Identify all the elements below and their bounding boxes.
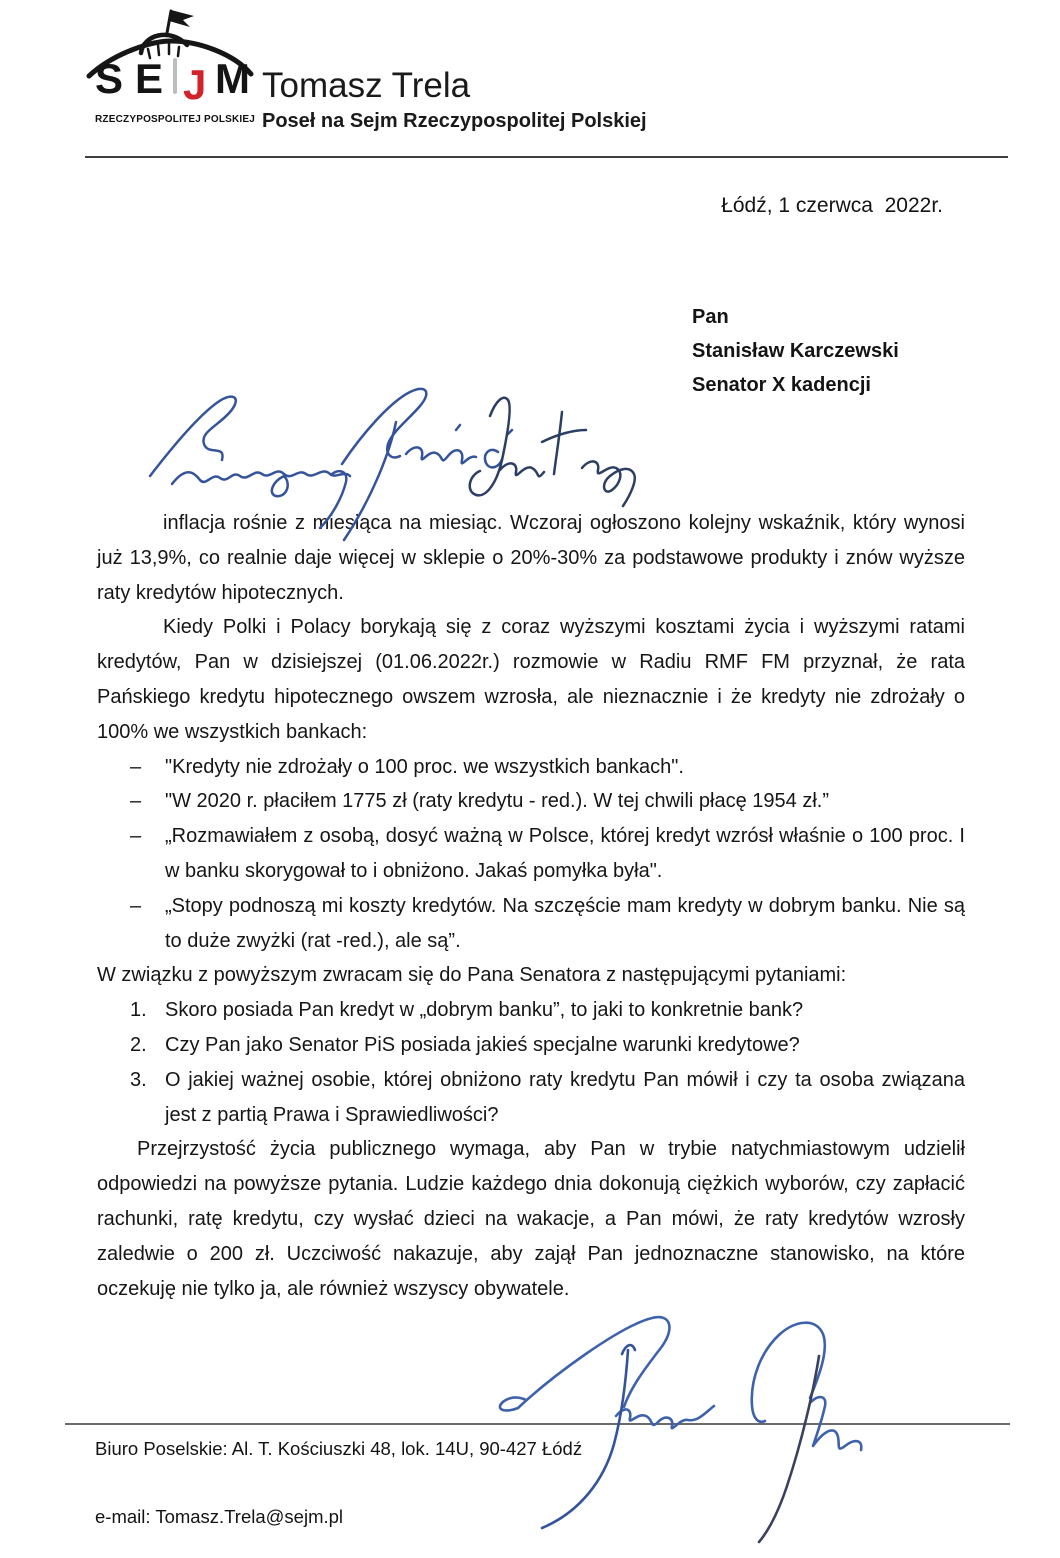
logo-letter-s: S	[95, 55, 124, 102]
question-text: O jakiej ważnej osobie, której obniżono raty kredytu Pan mówił i czy ta osoba związana jest z partią Prawa i Sprawiedliwości?	[165, 1068, 965, 1126]
bullet-text: "Kredyty nie zdrożały o 100 proc. we wszystkich bankach".	[165, 755, 684, 778]
bullet-marker: –	[130, 825, 142, 848]
quote-bullet-list	[97, 750, 965, 959]
bullet-item	[97, 889, 965, 959]
bullet-marker: –	[130, 755, 142, 778]
footer-address: Biuro Poselskie: Al. T. Kościuszki 48, lok. 14U, 90-427 Łódź	[95, 1438, 583, 1459]
bullet-text: „Stopy podnoszą mi koszty kredytów. Na szczęście mam kredyty w dobrym banku. Nie są to duże zwyżki (rat -red.), ale są”.	[165, 894, 965, 952]
dateline: Łódź, 1 czerwca 2022r.	[721, 194, 943, 217]
letterhead-rule	[85, 156, 1008, 158]
question-text: Czy Pan jako Senator PiS posiada jakieś specjalne warunki kredytowe?	[165, 1033, 800, 1056]
sejm-logotype	[95, 55, 255, 112]
sender-name: Tomasz Trela	[262, 66, 471, 105]
footer-email: e-mail: Tomasz.Trela@sejm.pl	[95, 1506, 344, 1527]
question-item	[97, 1063, 965, 1133]
recipient-block	[692, 300, 899, 402]
bullet-marker: –	[130, 790, 142, 813]
logo-caption: RZECZYPOSPOLITEJ POLSKIEJ	[95, 114, 256, 125]
bullet-item	[97, 819, 965, 889]
opening-paragraph: inflacja rośnie z miesiąca na miesiąc. Wczoraj ogłoszono kolejny wskaźnik, który wynosi już 13,9%, co realnie daje więcej w sklepie o 20%-30% za podstawowe produkty i znów wyższe raty kredytów hipotecznych.	[97, 512, 965, 604]
recipient-line: Senator X kadencji	[692, 374, 871, 396]
bullet-marker: –	[130, 894, 142, 917]
question-number: 1.	[130, 999, 147, 1022]
logo-divider	[173, 58, 177, 94]
question-item	[97, 993, 965, 1028]
bullet-text: "W 2020 r. płaciłem 1775 zł (raty kredytu - red.). W tej chwili płacę 1954 zł.”	[165, 790, 830, 813]
sejm-logo	[85, 6, 255, 146]
second-paragraph: Kiedy Polki i Polacy borykają się z coraz wyższymi kosztami życia i wyższymi ratami kredytów, Pan w dzisiejszej (01.06.2022r.) rozmowie w Radiu RMF FM przyznał, że rata Pańskiego kredytu hipotecznego owszem wzrosła, ale nieznacznie i że kredyty nie zdrożały o 100% we wszystkich bankach:	[97, 616, 965, 743]
recipient-line: Stanisław Karczewski	[692, 340, 899, 362]
question-number: 3.	[130, 1068, 147, 1091]
footer-rule	[65, 1423, 1010, 1425]
question-number: 2.	[130, 1033, 147, 1056]
sender-title: Poseł na Sejm Rzeczypospolitej Polskiej	[262, 110, 647, 132]
closing-paragraph: Przejrzystość życia publicznego wymaga, aby Pan w trybie natychmiastowym udzielił odpowiedzi na powyższe pytania. Ludzie każdego dnia dokonują ciężkich wyborów, czy zapłacić rachunki, ratę kredytu, czy wysłać dzieci na wakacje, a Pan mówi, że raty kredytów wzrosły zaledwie o 200 zł. Uczciwość nakazuje, aby zajął Pan jednoznaczne stanowisko, na które oczekuję nie tylko ja, ale również wszyscy obywatele.	[97, 1138, 965, 1300]
question-item	[97, 1028, 965, 1063]
question-list	[97, 993, 965, 1132]
logo-letter-e: E	[135, 55, 164, 102]
logo-letter-m: M	[215, 55, 250, 102]
recipient-line: Pan	[692, 306, 729, 328]
questions-intro: W związku z powyższym zwracam się do Pana Senatora z następującymi pytaniami:	[97, 964, 847, 987]
letter-body	[97, 506, 965, 1306]
bullet-item	[97, 784, 965, 819]
bullet-item	[97, 750, 965, 785]
question-text: Skoro posiada Pan kredyt w „dobrym banku”, to jaki to konkretnie bank?	[165, 999, 804, 1022]
bullet-text: „Rozmawiałem z osobą, dosyć ważną w Polsce, której kredyt wzrósł właśnie o 100 proc. I w banku skorygował to i obniżono. Jakaś pomyłka była".	[165, 825, 965, 882]
flag-icon	[169, 10, 194, 27]
logo-letter-j: J	[183, 61, 207, 108]
